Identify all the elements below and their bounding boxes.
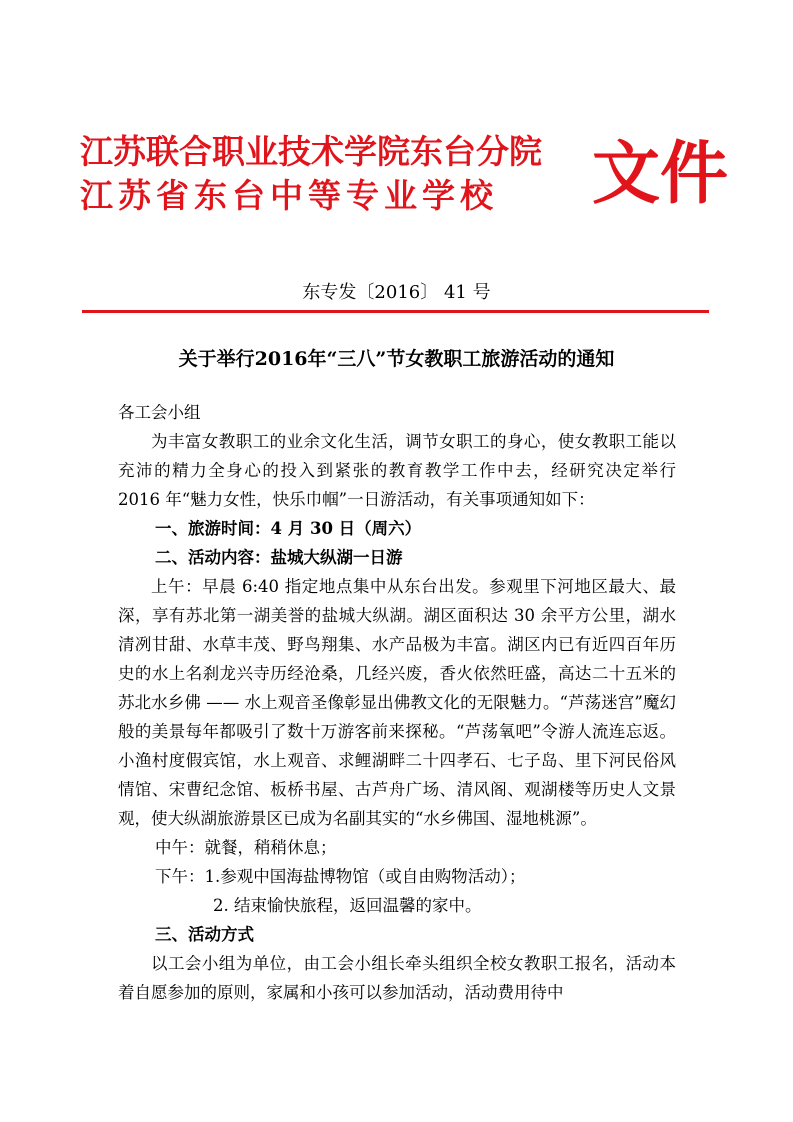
document-number: 东专发〔2016〕 41 号 (302, 282, 491, 303)
afternoon-item-2: 2. 结束愉快旅程，返回温馨的家中。 (213, 896, 482, 915)
document-word: 文件 (592, 134, 729, 214)
notice-title: 关于举行2016年“三八”节女教职工旅游活动的通知 (178, 348, 615, 370)
notice-body (118, 398, 676, 1007)
intro-paragraph: 为丰富女教职工的业余文化生活，调节女职工的身心，使女教职工能以充沛的精力全身心的投入到紧张的教育教学工作中去，经研究决定举行 2016 年“魅力女性，快乐巾帼”一日游活动，有关事项通知如下： (118, 432, 676, 509)
section-method: 三、活动方式 (155, 925, 254, 944)
method-paragraph: 以工会小组为单位，由工会小组长牵头组织全校女教职工报名，活动本着自愿参加的原则，家属和小孩可以参加活动，活动费用待中 (118, 954, 676, 1002)
section-time: 一、旅游时间：4 月 30 日（周六） (155, 519, 422, 538)
afternoon-item-1: 下午：1.参观中国海盐博物馆（或自由购物活动）； (155, 867, 526, 886)
org-name-line-1: 江苏联合职业技术学院东台分院 (80, 132, 542, 171)
noon-item: 中午：就餐，稍稍休息； (155, 838, 337, 857)
section-content: 二、活动内容：盐城大纵湖一日游 (155, 548, 403, 567)
red-divider (82, 310, 709, 313)
morning-paragraph: 上午：早晨 6:40 指定地点集中从东台出发。参观里下河地区最大、最深，享有苏北第一湖美誉的盐城大纵湖。湖区面积达 30 余平方公里，湖水清冽甘甜、水草丰茂、野鸟翔集、水产品极为丰富。湖区内已有近四百年历史的水上名刹龙兴寺历经沧桑，几经兴废，香火依然旺盛，高达二十五米的苏北水乡佛 —— 水上观音圣像彰显出佛教文化的无限魅力。“芦荡迷宫”魔幻般的美景每年都吸引了数十万游客前来探秘。“芦荡氧吧”令游人流连忘返。小渔村度假宾馆，水上观音、求鲤湖畔二十四孝石、七子岛、里下河民俗风情馆、宋曹纪念馆、板桥书屋、古芦舟广场、清风阁、观湖楼等历史人文景观，使大纵湖旅游景区已成为名副其实的“水乡佛国、湿地桃源”。 (118, 577, 676, 828)
org-name-line-2: 江苏省东台中等专业学校 (80, 176, 498, 215)
salutation: 各工会小组 (118, 403, 201, 422)
